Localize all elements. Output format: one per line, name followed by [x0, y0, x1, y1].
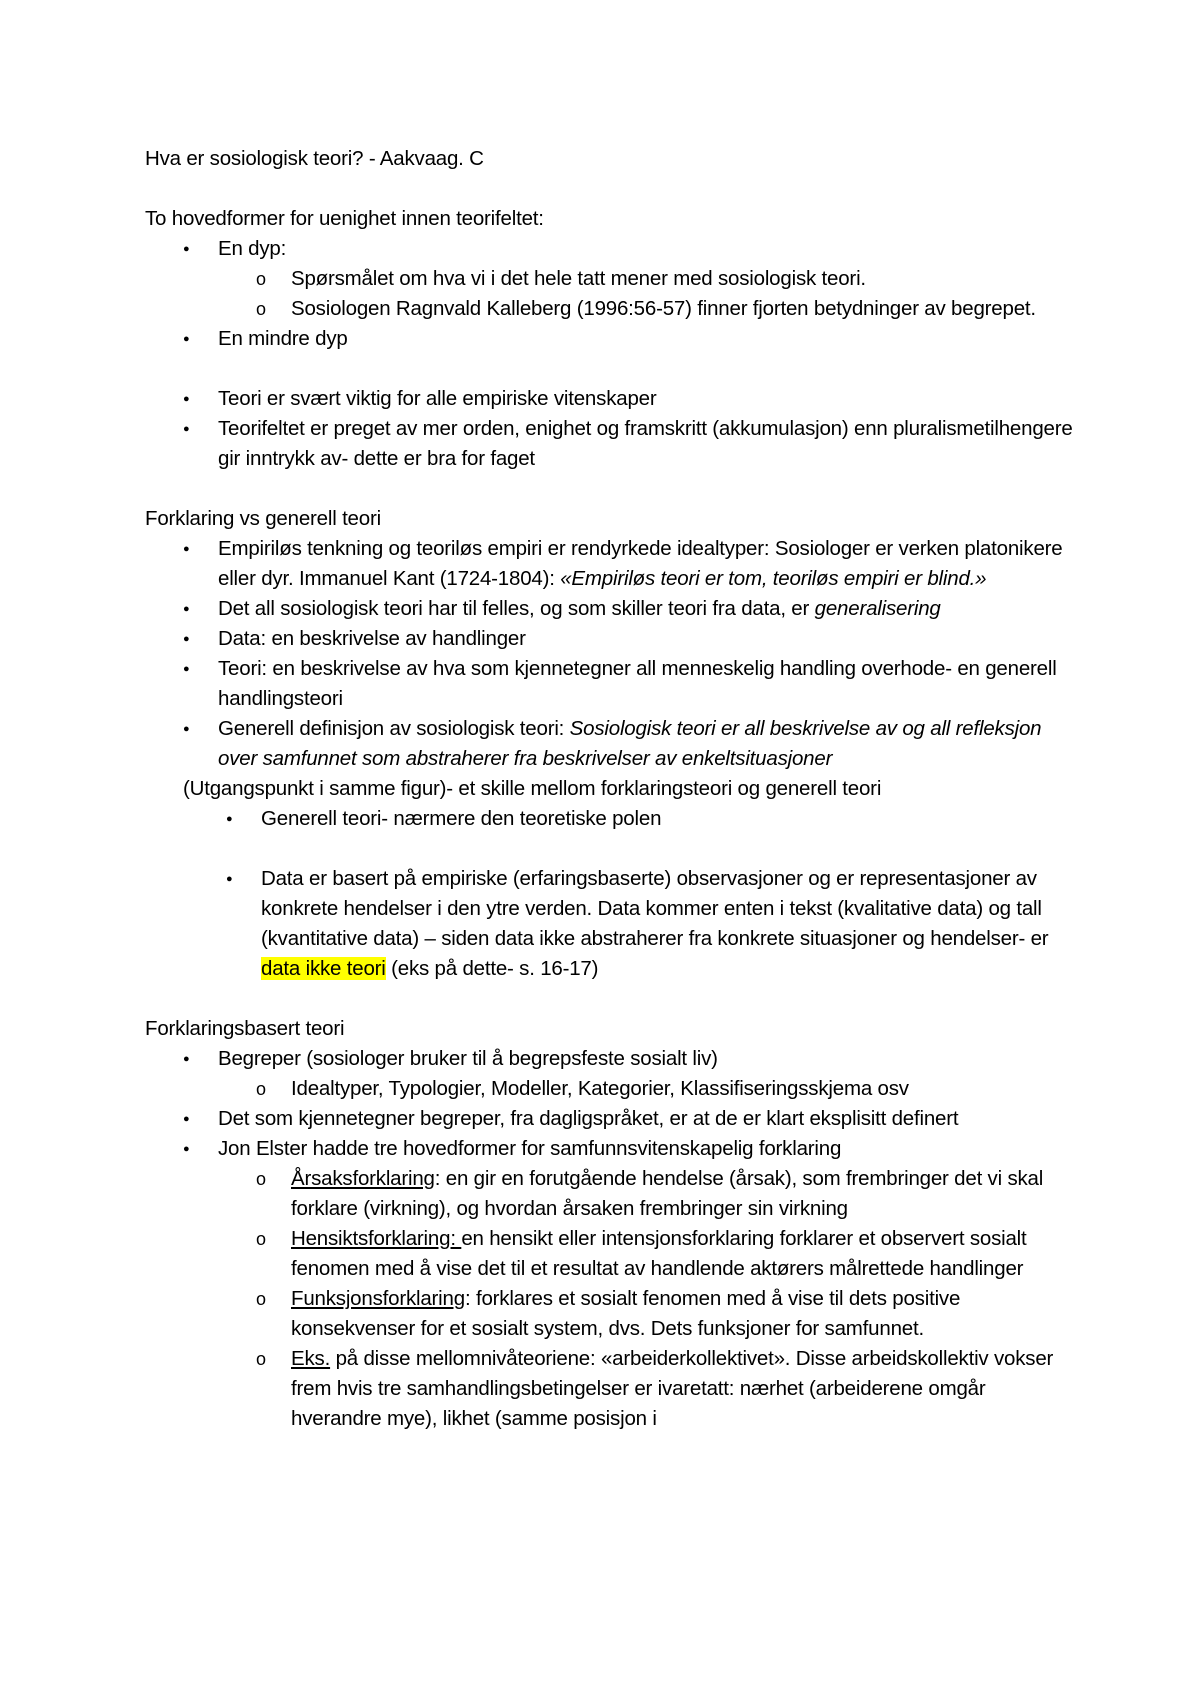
sub-bullet-list — [145, 1164, 1075, 1434]
bullet-list-indented — [145, 804, 1075, 834]
sub-list-item: o Idealtyper, Typologier, Modeller, Kategorier, Klassifiseringsskjema osv — [145, 1074, 1075, 1104]
document-page — [145, 144, 1075, 1434]
sub-bullet-list — [145, 1074, 1075, 1104]
list-item: ● Teorifeltet er preget av mer orden, enighet og framskritt (akkumulasjon) enn pluralismetilhengere gir inntrykk av- dette er bra for faget — [145, 414, 1075, 474]
list-item: ● Det som kjennetegner begreper, fra dagligspråket, er at de er klart eksplisitt definert — [145, 1104, 1075, 1134]
list-item: ● En mindre dyp — [145, 324, 1075, 354]
list-item: ● Data: en beskrivelse av handlinger — [145, 624, 1075, 654]
sub-bullet-list — [145, 264, 1075, 324]
section-heading-forklaring: Forklaring vs generell teori — [145, 507, 381, 530]
sub-list-item: o Årsaksforklaring: en gir en forutgående hendelse (årsak), som frembringer det vi skal forklare (virkning), og hvordan årsaken frembringer sin virkning — [145, 1164, 1075, 1224]
bullet-list — [145, 534, 1075, 774]
bullet-list — [145, 1104, 1075, 1164]
list-item: ● Generell teori- nærmere den teoretiske polen — [145, 804, 1075, 834]
list-item: ● En dyp: — [145, 234, 1075, 264]
list-item: ● Generell definisjon av sosiologisk teori: Sosiologisk teori er all beskrivelse av og all refleksjon over samfunnet som abstraherer fra beskrivelser av enkeltsituasjoner — [145, 714, 1075, 774]
italic-term: generalisering — [814, 597, 941, 620]
list-item: ● Empiriløs tenkning og teoriløs empiri er rendyrkede idealtyper: Sosiologer er verken platonikere eller dyr. Immanuel Kant (1724-1804): «Empiriløs teori er tom, teoriløs empiri er blind.» — [145, 534, 1075, 594]
sub-list-item: o Eks. på disse mellomnivåteoriene: «arbeiderkollektivet». Disse arbeidskollektiv vokser frem hvis tre samhandlingsbetingelser er ivaretatt: nærhet (arbeiderene omgår hverandre mye), likhet (samme posisjon i — [145, 1344, 1075, 1434]
sub-list-item: o Spørsmålet om hva vi i det hele tatt mener med sosiologisk teori. — [145, 264, 1075, 294]
underlined-term: Funksjonsforklaring — [291, 1287, 465, 1310]
sub-list-item: o Hensiktsforklaring: en hensikt eller intensjonsforklaring forklarer et observert sosialt fenomen med å vise det til et resultat av handlende aktørers målrettede handlinger — [145, 1224, 1075, 1284]
blank-line — [145, 174, 1075, 204]
section-heading-uenighet: To hovedformer for uenighet innen teorifeltet: — [145, 207, 544, 230]
list-item: ● Data er basert på empiriske (erfaringsbaserte) observasjoner og er representasjoner av konkrete hendelser i den ytre verden. Data kommer enten i tekst (kvalitative data) og tall (kvantitative data) – siden data ikke abstraherer fra konkrete situasjoner og hendelser- er data ikke teori (eks på dette- s. 16-17) — [145, 864, 1075, 984]
bullet-list — [145, 324, 1075, 354]
blank-line — [145, 474, 1075, 504]
list-item: ● Begreper (sosiologer bruker til å begrepsfeste sosialt liv) — [145, 1044, 1075, 1074]
document-title: Hva er sosiologisk teori? - Aakvaag. C — [145, 147, 484, 170]
bullet-list — [145, 234, 1075, 264]
blank-line — [145, 354, 1075, 384]
sub-list-item: o Sosiologen Ragnvald Kalleberg (1996:56-57) finner fjorten betydninger av begrepet. — [145, 294, 1075, 324]
figure-note: (Utgangspunkt i samme figur)- et skille mellom forklaringsteori og generell teori — [183, 777, 882, 800]
sub-list-item: o Funksjonsforklaring: forklares et sosialt fenomen med å vise til dets positive konsekvenser for et sosialt system, dvs. Dets funksjoner for samfunnet. — [145, 1284, 1075, 1344]
list-item: ● Teori er svært viktig for alle empiriske vitenskaper — [145, 384, 1075, 414]
list-item: ● Jon Elster hadde tre hovedformer for samfunnsvitenskapelig forklaring — [145, 1134, 1075, 1164]
blank-line — [145, 984, 1075, 1014]
list-item: ● Teori: en beskrivelse av hva som kjennetegner all menneskelig handling overhode- en generell handlingsteori — [145, 654, 1075, 714]
underlined-term: Eks. — [291, 1347, 331, 1370]
blank-line — [145, 834, 1075, 864]
section-heading-forklaringsbasert: Forklaringsbasert teori — [145, 1017, 345, 1040]
bullet-list — [145, 384, 1075, 474]
italic-definition: Sosiologisk teori er all beskrivelse av og all refleksjon over samfunnet som abstraherer fra beskrivelser av enkeltsituasjoner — [218, 717, 1042, 770]
highlighted-text: data ikke teori — [261, 957, 386, 980]
underlined-term: Årsaksforklaring — [291, 1167, 435, 1190]
bullet-list-indented — [145, 864, 1075, 984]
bullet-list — [145, 1044, 1075, 1074]
italic-quote: «Empiriløs teori er tom, teoriløs empiri er blind.» — [560, 567, 987, 590]
list-item: ● Det all sosiologisk teori har til felles, og som skiller teori fra data, er generalisering — [145, 594, 1075, 624]
underlined-term: Hensiktsforklaring: — [291, 1227, 462, 1250]
